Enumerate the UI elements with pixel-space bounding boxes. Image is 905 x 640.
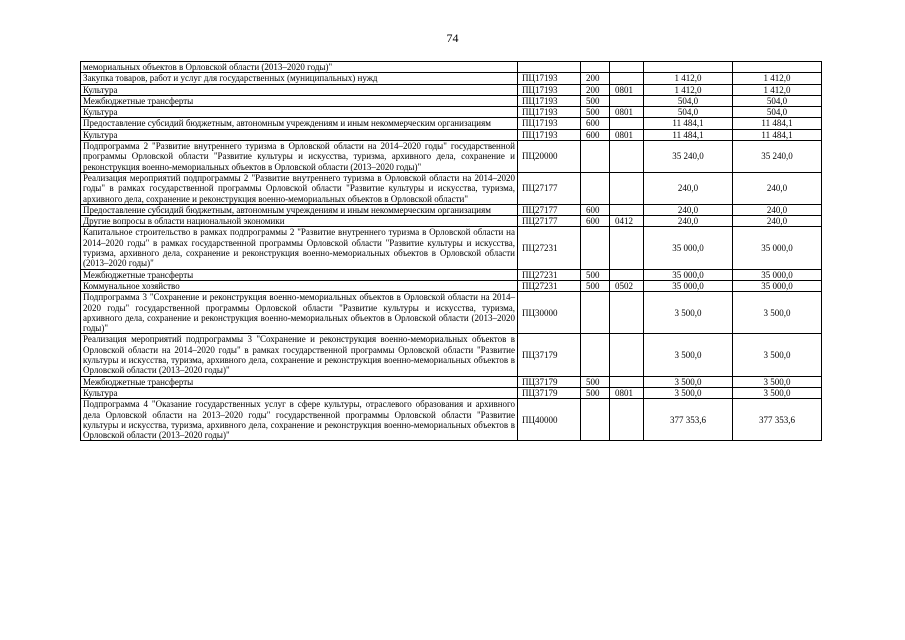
row-amount-1-cell: 35 000,0 [644,227,733,269]
table-row [81,172,822,204]
row-section-cell [610,292,644,334]
row-amount-2-cell: 377 353,6 [733,399,822,441]
table-row [81,376,822,387]
row-section-cell [610,73,644,84]
row-amount-2-cell: 35 240,0 [733,141,822,173]
row-section-cell: 0801 [610,129,644,140]
row-amount-1-cell: 3 500,0 [644,292,733,334]
row-name-cell: Предоставление субсидий бюджетным, автономным учреждениям и иным некоммерческим организациям [81,204,518,215]
row-code-cell: ПЦ27177 [518,172,581,204]
row-name-cell: Культура [81,129,518,140]
row-expense-type-cell: 500 [581,280,610,291]
row-code-cell: ПЦ37179 [518,387,581,398]
table-row [81,280,822,291]
table-row [81,62,822,73]
row-amount-1-cell: 3 500,0 [644,376,733,387]
table-row [81,387,822,398]
row-amount-2-cell: 35 000,0 [733,269,822,280]
row-amount-2-cell: 240,0 [733,204,822,215]
row-amount-1-cell: 1 412,0 [644,73,733,84]
row-amount-1-cell: 240,0 [644,172,733,204]
row-expense-type-cell [581,141,610,173]
row-name-cell: Закупка товаров, работ и услуг для государственных (муниципальных) нужд [81,73,518,84]
row-amount-1-cell: 1 412,0 [644,84,733,95]
row-amount-2-cell: 11 484,1 [733,129,822,140]
row-expense-type-cell [581,227,610,269]
row-expense-type-cell: 600 [581,216,610,227]
row-code-cell: ПЦ20000 [518,141,581,173]
row-section-cell [610,141,644,173]
row-section-cell: 0502 [610,280,644,291]
row-expense-type-cell: 200 [581,84,610,95]
row-amount-1-cell: 11 484,1 [644,118,733,129]
table-row [81,129,822,140]
row-amount-2-cell: 3 500,0 [733,292,822,334]
row-expense-type-cell: 600 [581,118,610,129]
row-section-cell [610,204,644,215]
row-section-cell: 0801 [610,84,644,95]
row-name-cell: Подпрограмма 3 "Сохранение и реконструкция военно-мемориальных объектов в Орловской области на 2014–2020 годы" государственной программы Орловской области "Развитие культуры и искусства, туризма, архивного дела, сохранение и реконструкция военно-мемориальных объектов в Орловской области (2013–2020 годы)" [81,292,518,334]
row-amount-1-cell: 504,0 [644,95,733,106]
row-code-cell: ПЦ17193 [518,73,581,84]
budget-table-body [81,62,822,441]
table-row [81,73,822,84]
row-amount-2-cell: 35 000,0 [733,280,822,291]
row-amount-2-cell: 35 000,0 [733,227,822,269]
row-expense-type-cell [581,172,610,204]
row-amount-2-cell: 3 500,0 [733,387,822,398]
row-code-cell: ПЦ27231 [518,280,581,291]
row-amount-2-cell: 3 500,0 [733,334,822,376]
row-amount-1-cell: 240,0 [644,204,733,215]
row-expense-type-cell: 600 [581,204,610,215]
row-expense-type-cell [581,334,610,376]
row-expense-type-cell: 600 [581,129,610,140]
row-amount-2-cell: 11 484,1 [733,118,822,129]
row-name-cell: Межбюджетные трансферты [81,376,518,387]
row-section-cell [610,227,644,269]
row-amount-1-cell: 3 500,0 [644,334,733,376]
row-code-cell: ПЦ17193 [518,107,581,118]
table-row [81,292,822,334]
table-row [81,399,822,441]
row-section-cell [610,172,644,204]
budget-table [80,61,822,441]
row-code-cell: ПЦ27177 [518,216,581,227]
table-row [81,107,822,118]
row-amount-1-cell: 240,0 [644,216,733,227]
table-row [81,84,822,95]
row-amount-2-cell: 504,0 [733,107,822,118]
row-name-cell: Культура [81,84,518,95]
row-name-cell: Межбюджетные трансферты [81,95,518,106]
row-amount-2-cell: 504,0 [733,95,822,106]
row-amount-1-cell: 35 240,0 [644,141,733,173]
row-code-cell: ПЦ27231 [518,269,581,280]
row-section-cell: 0801 [610,107,644,118]
row-code-cell: ПЦ27231 [518,227,581,269]
table-row [81,204,822,215]
table-row [81,141,822,173]
row-code-cell: ПЦ40000 [518,399,581,441]
row-section-cell [610,62,644,73]
table-row [81,334,822,376]
row-section-cell [610,334,644,376]
row-name-cell: Капитальное строительство в рамках подпрограммы 2 "Развитие внутреннего туризма в Орловской области на 2014–2020 годы" в рамках государственной программы Орловской области "Развитие культуры и искусства, туризма, архивного дела, сохранение и реконструкция военно-мемориальных объектов в Орловской области (2013–2020 годы)" [81,227,518,269]
row-expense-type-cell: 500 [581,269,610,280]
table-row [81,118,822,129]
table-row [81,95,822,106]
row-code-cell: ПЦ17193 [518,95,581,106]
row-expense-type-cell [581,292,610,334]
row-amount-1-cell: 504,0 [644,107,733,118]
row-expense-type-cell: 500 [581,376,610,387]
row-amount-2-cell: 3 500,0 [733,376,822,387]
row-amount-2-cell: 240,0 [733,172,822,204]
table-row [81,216,822,227]
row-code-cell: ПЦ30000 [518,292,581,334]
row-expense-type-cell: 500 [581,107,610,118]
row-name-cell: Коммунальное хозяйство [81,280,518,291]
row-amount-1-cell [644,62,733,73]
row-amount-2-cell [733,62,822,73]
row-name-cell: Реализация мероприятий подпрограммы 2 "Развитие внутреннего туризма в Орловской области на 2014–2020 годы" в рамках государственной программы Орловской области "Развитие культуры и искусства, туризма, архивного дела, сохранение и реконструкция военно-мемориальных объектов в Орловской области" [81,172,518,204]
row-section-cell [610,95,644,106]
table-row [81,227,822,269]
row-name-cell: Культура [81,387,518,398]
row-name-cell: мемориальных объектов в Орловской области (2013–2020 годы)" [81,62,518,73]
row-expense-type-cell: 500 [581,95,610,106]
row-section-cell: 0801 [610,387,644,398]
row-section-cell [610,399,644,441]
row-name-cell: Подпрограмма 4 "Оказание государственных услуг в сфере культуры, отраслевого образования и архивного дела Орловской области на 2013–2020 годы" государственной программы Орловской области "Развитие культуры и искусства, туризма, архивного дела, сохранение и реконструкция военно-мемориальных объектов в Орловской области (2013–2020 годы)" [81,399,518,441]
row-section-cell: 0412 [610,216,644,227]
row-amount-1-cell: 35 000,0 [644,269,733,280]
row-name-cell: Межбюджетные трансферты [81,269,518,280]
row-code-cell [518,62,581,73]
row-code-cell: ПЦ27177 [518,204,581,215]
row-name-cell: Подпрограмма 2 "Развитие внутреннего туризма в Орловской области на 2014–2020 годы" государственной программы Орловской области "Развитие культуры и искусства, туризма, архивного дела, сохранение и реконструкция военно-мемориальных объектов в Орловской области (2013–2020 годы)" [81,141,518,173]
row-name-cell: Другие вопросы в области национальной экономики [81,216,518,227]
row-expense-type-cell: 500 [581,387,610,398]
row-expense-type-cell [581,399,610,441]
row-amount-2-cell: 1 412,0 [733,84,822,95]
row-amount-2-cell: 240,0 [733,216,822,227]
row-section-cell [610,269,644,280]
row-code-cell: ПЦ17193 [518,118,581,129]
row-amount-1-cell: 3 500,0 [644,387,733,398]
row-code-cell: ПЦ17193 [518,129,581,140]
row-amount-1-cell: 35 000,0 [644,280,733,291]
row-amount-1-cell: 377 353,6 [644,399,733,441]
row-amount-2-cell: 1 412,0 [733,73,822,84]
row-name-cell: Реализация мероприятий подпрограммы 3 "Сохранение и реконструкция военно-мемориальных объектов в Орловской области на 2014–2020 годы" в рамках государственной программы Орловской области "Развитие культуры и искусства, туризма, архивного дела, сохранение и реконструкция военно-мемориальных объектов в Орловской области (2013–2020 годы)" [81,334,518,376]
row-section-cell [610,118,644,129]
row-code-cell: ПЦ37179 [518,334,581,376]
row-expense-type-cell: 200 [581,73,610,84]
page-number: 74 [446,31,459,45]
row-name-cell: Предоставление субсидий бюджетным, автономным учреждениям и иным некоммерческим организациям [81,118,518,129]
row-expense-type-cell [581,62,610,73]
row-code-cell: ПЦ37179 [518,376,581,387]
row-amount-1-cell: 11 484,1 [644,129,733,140]
row-section-cell [610,376,644,387]
row-name-cell: Культура [81,107,518,118]
table-row [81,269,822,280]
row-code-cell: ПЦ17193 [518,84,581,95]
